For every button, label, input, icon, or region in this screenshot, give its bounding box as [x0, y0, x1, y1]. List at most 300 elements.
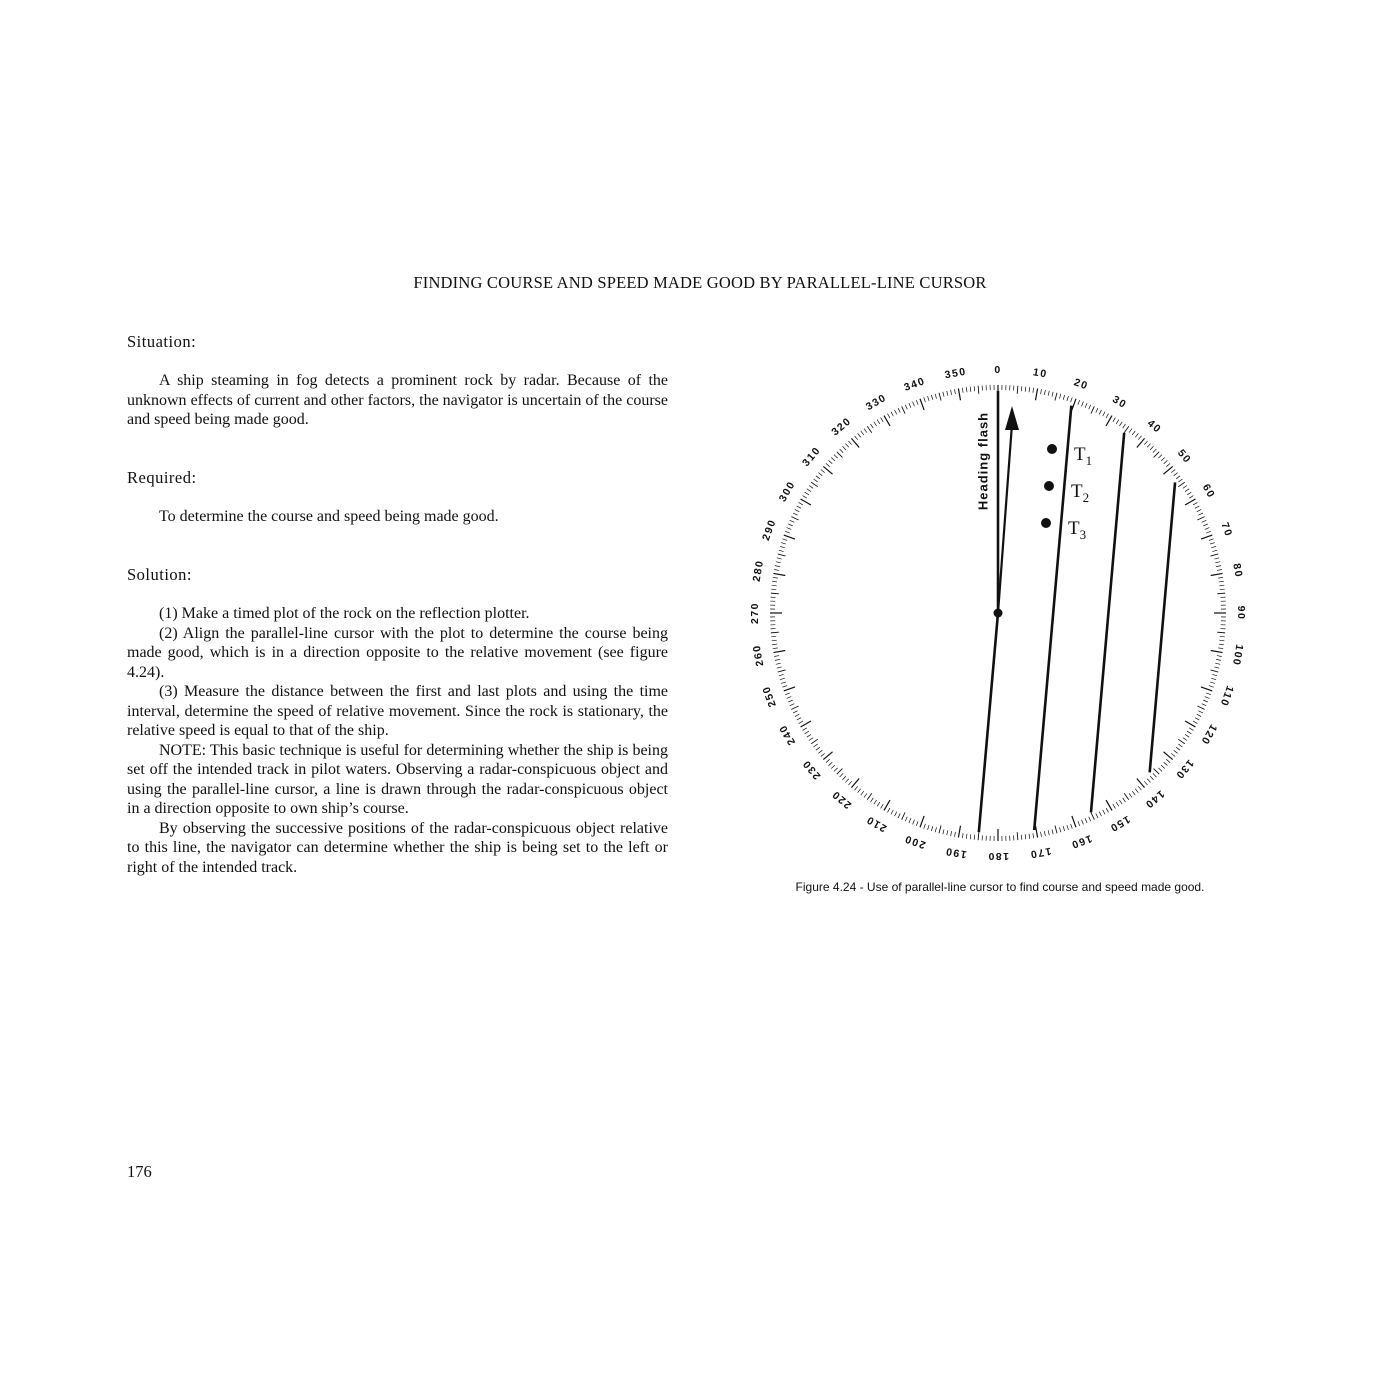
- bearing-tick: [1210, 682, 1215, 684]
- bearing-tick: [1209, 539, 1214, 541]
- bearing-tick: [939, 393, 941, 401]
- bearing-tick: [867, 793, 872, 800]
- bearing-tick: [775, 659, 780, 660]
- plot-dot: [1044, 481, 1054, 491]
- bearing-tick: [1220, 589, 1225, 590]
- solution-note: NOTE: This basic technique is useful for determining whether the ship is being set off the intended track in pilot waters. Observing a radar-conspicuous object and using the parallel-line cursor, a line is drawn through the radar-conspicuous object in a direction opposite to own ship’s course.: [127, 741, 668, 817]
- bearing-tick: [1052, 392, 1053, 397]
- bearing-label: 220: [829, 787, 854, 811]
- cursor-line: [1091, 433, 1124, 813]
- bearing-tick: [1185, 489, 1189, 492]
- bearing-tick: [1161, 765, 1165, 768]
- bearing-tick: [1211, 670, 1219, 672]
- bearing-tick: [773, 651, 785, 653]
- bearing-tick: [928, 396, 930, 401]
- bearing-tick: [772, 640, 777, 641]
- cursor-line: [979, 613, 998, 832]
- bearing-tick: [771, 632, 779, 633]
- bearing-tick: [970, 387, 971, 392]
- page-number: 176: [127, 1162, 152, 1181]
- bearing-tick: [1206, 531, 1211, 533]
- bearing-tick: [1048, 830, 1049, 835]
- bearing-tick: [1197, 509, 1201, 511]
- bearing-tick: [1119, 800, 1122, 804]
- page-title: FINDING COURSE AND SPEED MADE GOOD BY PARALLEL-LINE CURSOR: [413, 273, 987, 292]
- bearing-tick: [777, 558, 782, 559]
- bearing-tick: [1214, 667, 1219, 668]
- bearing-tick: [818, 750, 822, 753]
- bearing-tick: [1067, 825, 1069, 830]
- plot-label: $T_2$: [1071, 481, 1090, 505]
- bearing-label: 290: [760, 517, 779, 543]
- bearing-tick: [1218, 648, 1223, 649]
- bearing-label: 170: [1028, 844, 1053, 861]
- bearing-tick: [1144, 441, 1147, 445]
- parallel-line-cursor-figure: [740, 355, 1260, 875]
- bearing-tick: [1189, 728, 1193, 731]
- bearing-label: 130: [1172, 757, 1196, 782]
- bearing-tick: [954, 389, 955, 394]
- bearing-tick: [1116, 420, 1119, 424]
- bearing-tick: [829, 460, 833, 463]
- bearing-label: 120: [1197, 722, 1220, 748]
- bearing-tick: [970, 834, 971, 839]
- bearing-label: 60: [1199, 482, 1218, 501]
- bearing-tick: [1059, 394, 1060, 399]
- bearing-tick: [840, 773, 843, 777]
- bearing-label: 90: [1235, 605, 1248, 621]
- bearing-tick: [858, 433, 861, 437]
- bearing-tick: [898, 408, 900, 412]
- bearing-tick: [1085, 403, 1087, 408]
- bearing-tick: [797, 718, 801, 720]
- bearing-tick: [809, 738, 813, 741]
- bearing-tick: [1091, 406, 1094, 413]
- bearing-tick: [928, 825, 930, 830]
- bearing-tick: [966, 834, 967, 839]
- bearing-tick: [1174, 750, 1178, 753]
- cursor-line: [1034, 406, 1071, 830]
- bearing-tick: [1206, 693, 1211, 695]
- bearing-tick: [781, 682, 786, 684]
- bearing-tick: [1217, 656, 1222, 657]
- bearing-tick: [1187, 492, 1191, 495]
- bearing-label: 300: [776, 478, 799, 504]
- bearing-label: 10: [1031, 366, 1049, 381]
- bearing-tick: [943, 829, 944, 834]
- bearing-label: 320: [829, 415, 854, 439]
- bearing-tick: [1147, 779, 1150, 783]
- bearing-tick: [1219, 644, 1224, 645]
- bearing-tick: [978, 832, 979, 840]
- heading-flash-label: Heading flash: [975, 411, 991, 511]
- bearing-tick: [1163, 466, 1172, 474]
- bearing-tick: [807, 734, 811, 737]
- bearing-tick: [772, 644, 777, 645]
- bearing-tick: [1123, 424, 1126, 428]
- bearing-tick: [894, 812, 896, 816]
- bearing-tick: [799, 502, 803, 504]
- bearing-tick: [1164, 762, 1168, 765]
- solution-closing: By observing the successive positions of the radar-conspicuous object relative to this line, the navigator can determine whether the ship is being set to the left or right of the intended track.: [127, 819, 668, 876]
- bearing-tick: [1135, 789, 1138, 793]
- bearing-tick: [1033, 388, 1034, 393]
- bearing-label: 200: [902, 832, 928, 851]
- bearing-label: 310: [800, 444, 824, 469]
- bearing-tick: [1218, 577, 1223, 578]
- plot-label-subscript: 2: [1082, 490, 1090, 505]
- bearing-tick: [851, 438, 859, 447]
- bearing-tick: [1205, 697, 1210, 699]
- bearing-tick: [920, 399, 924, 410]
- bearing-tick: [954, 832, 955, 837]
- bearing-tick: [788, 524, 793, 526]
- solution-step-3: (3) Measure the distance between the first and last plots and using the time interval, determine the speed of relative movement. Since the rock is stationary, the relative speed is equal to that of the ship.: [127, 683, 668, 739]
- bearing-tick: [962, 833, 963, 838]
- bearing-label: 110: [1217, 684, 1236, 709]
- bearing-tick: [978, 386, 979, 394]
- bearing-tick: [1219, 585, 1224, 586]
- bearing-tick: [787, 697, 792, 699]
- bearing-tick: [1189, 496, 1193, 499]
- bearing-tick: [1211, 554, 1219, 556]
- bearing-label: 240: [776, 722, 799, 748]
- bearing-tick: [826, 759, 830, 762]
- bearing-tick: [1197, 706, 1204, 709]
- radar-dial: [740, 355, 1260, 875]
- bearing-tick: [935, 394, 936, 399]
- bearing-tick: [1099, 812, 1101, 816]
- situation-heading: Situation:: [127, 332, 197, 351]
- bearing-tick: [776, 562, 781, 563]
- bearing-tick: [1085, 818, 1087, 823]
- bearing-tick: [1219, 640, 1224, 641]
- bearing-tick: [1021, 835, 1022, 840]
- bearing-tick: [780, 678, 785, 679]
- bearing-tick: [777, 667, 782, 668]
- bearing-tick: [809, 486, 813, 489]
- bearing-tick: [1211, 678, 1216, 679]
- bearing-tick: [1072, 816, 1076, 827]
- bearing-tick: [1036, 388, 1038, 400]
- bearing-label: 340: [902, 375, 928, 394]
- bearing-tick: [788, 700, 793, 702]
- bearing-tick: [795, 714, 799, 716]
- bearing-tick: [840, 449, 843, 453]
- bearing-tick: [1219, 581, 1224, 582]
- bearing-label: 140: [1142, 787, 1167, 811]
- bearing-tick: [898, 813, 900, 817]
- bearing-tick: [772, 581, 777, 582]
- bearing-tick: [1089, 405, 1091, 410]
- bearing-tick: [1041, 389, 1042, 394]
- bearing-tick: [1029, 387, 1030, 392]
- bearing-tick: [782, 539, 787, 541]
- bearing-tick: [909, 403, 911, 408]
- bearing-tick: [831, 765, 835, 768]
- bearing-tick: [1153, 449, 1156, 453]
- bearing-tick: [779, 550, 784, 551]
- bearing-tick: [773, 573, 785, 575]
- bearing-label: 100: [1229, 643, 1246, 668]
- bearing-tick: [1103, 412, 1105, 416]
- plot-label: $T_1$: [1074, 444, 1093, 468]
- bearing-tick: [823, 752, 832, 760]
- bearing-tick: [1082, 820, 1084, 825]
- bearing-tick: [845, 779, 848, 783]
- bearing-label: 270: [748, 601, 761, 625]
- bearing-tick: [1176, 476, 1180, 479]
- bearing-tick: [784, 535, 795, 539]
- bearing-tick: [855, 436, 858, 440]
- bearing-label: 280: [750, 558, 767, 583]
- bearing-tick: [871, 424, 874, 428]
- bearing-tick: [1089, 817, 1091, 822]
- bearing-tick: [1215, 663, 1220, 664]
- bearing-tick: [1178, 739, 1185, 744]
- bearing-tick: [776, 663, 781, 664]
- bearing-tick: [877, 802, 880, 806]
- bearing-tick: [1211, 546, 1216, 547]
- bearing-tick: [1144, 781, 1147, 785]
- bearing-label: 80: [1230, 562, 1245, 580]
- bearing-tick: [1150, 776, 1153, 780]
- bearing-tick: [1187, 731, 1191, 734]
- bearing-tick: [780, 546, 785, 547]
- bearing-tick: [1163, 752, 1172, 760]
- bearing-tick: [845, 444, 848, 448]
- plot-label-subscript: 3: [1079, 527, 1087, 542]
- bearing-tick: [807, 489, 811, 492]
- solution-heading: Solution:: [127, 565, 193, 584]
- bearing-tick: [864, 793, 867, 797]
- bearing-tick: [843, 446, 846, 450]
- bearing-label: 70: [1218, 520, 1235, 539]
- bearing-tick: [848, 441, 851, 445]
- bearing-tick: [931, 826, 932, 831]
- bearing-tick: [782, 686, 787, 688]
- bearing-tick: [848, 781, 851, 785]
- bearing-tick: [773, 577, 778, 578]
- bearing-tick: [867, 426, 872, 433]
- bearing-tick: [1198, 711, 1202, 713]
- bearing-tick: [1096, 408, 1098, 412]
- bearing-tick: [1099, 410, 1101, 414]
- bearing-tick: [947, 391, 948, 396]
- bearing-tick: [1147, 444, 1150, 448]
- bearing-tick: [793, 711, 797, 713]
- bearing-label: 260: [750, 643, 767, 668]
- bearing-tick: [920, 816, 924, 827]
- bearing-tick: [1217, 569, 1222, 570]
- bearing-tick: [1044, 390, 1045, 395]
- bearing-tick: [947, 830, 948, 835]
- bearing-tick: [1203, 524, 1208, 526]
- bearing-tick: [974, 386, 975, 391]
- bearing-tick: [1071, 397, 1073, 402]
- bearing-tick: [816, 476, 820, 479]
- bearing-tick: [1059, 827, 1060, 832]
- bearing-tick: [974, 835, 975, 840]
- bearing-tick: [1091, 812, 1094, 819]
- bearing-tick: [909, 818, 911, 823]
- bearing-tick: [1211, 573, 1223, 575]
- bearing-tick: [834, 455, 838, 458]
- bearing-tick: [1124, 793, 1129, 800]
- bearing-tick: [1132, 431, 1135, 435]
- bearing-tick: [891, 412, 893, 416]
- bearing-tick: [1106, 808, 1108, 812]
- bearing-tick: [1183, 738, 1187, 741]
- bearing-tick: [774, 656, 779, 657]
- bearing-label: 50: [1174, 447, 1194, 467]
- bearing-tick: [1154, 452, 1160, 458]
- bearing-tick: [1217, 632, 1225, 633]
- bearing-tick: [773, 648, 778, 649]
- bearing-tick: [1166, 463, 1170, 466]
- plot-dot: [1047, 444, 1057, 454]
- bearing-tick: [1067, 396, 1069, 401]
- bearing-tick: [1158, 455, 1162, 458]
- bearing-tick: [861, 791, 864, 795]
- solution-step-2: (2) Align the parallel-line cursor with the plot to determine the course being made good, which is in a direction opposite to the relative movement (see figure 4.24).: [127, 624, 668, 681]
- plot-label-subscript: 1: [1085, 453, 1093, 468]
- bearing-tick: [1217, 593, 1225, 594]
- bearing-tick: [1176, 747, 1180, 750]
- bearing-tick: [1153, 773, 1156, 777]
- bearing-tick: [1052, 829, 1053, 834]
- bearing-tick: [891, 810, 893, 814]
- bearing-tick: [1202, 704, 1207, 706]
- bearing-tick: [779, 674, 784, 675]
- bearing-tick: [1137, 778, 1145, 787]
- bearing-tick: [1072, 399, 1076, 410]
- bearing-tick: [874, 422, 877, 426]
- bearing-tick: [871, 798, 874, 802]
- bearing-tick: [1124, 426, 1129, 433]
- bearing-tick: [821, 753, 825, 756]
- bearing-label: 160: [1068, 832, 1094, 851]
- bearing-tick: [1116, 802, 1119, 806]
- bearing-tick: [894, 410, 896, 414]
- bearing-tick: [1017, 832, 1018, 840]
- bearing-tick: [1063, 826, 1064, 831]
- bearing-label: 150: [1107, 812, 1133, 835]
- bearing-tick: [1210, 543, 1215, 545]
- bearing-tick: [1138, 436, 1141, 440]
- bearing-tick: [1082, 402, 1084, 407]
- cursor-line: [1150, 482, 1175, 772]
- bearing-tick: [924, 397, 926, 402]
- bearing-tick: [1033, 833, 1034, 838]
- bearing-tick: [775, 566, 780, 567]
- bearing-tick: [943, 392, 944, 397]
- plot-dot: [1041, 518, 1051, 528]
- bearing-tick: [1135, 433, 1138, 437]
- bearing-tick: [1036, 826, 1038, 838]
- bearing-tick: [843, 776, 846, 780]
- bearing-tick: [1103, 810, 1105, 814]
- bearing-tick: [916, 400, 918, 405]
- bearing-tick: [787, 528, 792, 530]
- bearing-tick: [966, 387, 967, 392]
- bearing-tick: [924, 824, 926, 829]
- bearing-tick: [1178, 479, 1182, 482]
- bearing-tick: [1201, 687, 1212, 691]
- bearing-tick: [829, 762, 833, 765]
- bearing-tick: [1137, 438, 1145, 447]
- bearing-tick: [1119, 422, 1122, 426]
- bearing-tick: [1216, 659, 1221, 660]
- bearing-tick: [874, 800, 877, 804]
- bearing-tick: [1025, 834, 1026, 839]
- course-arrow-icon: [1005, 406, 1019, 430]
- bearing-tick: [939, 826, 941, 834]
- bearing-tick: [826, 463, 830, 466]
- bearing-tick: [1198, 513, 1202, 515]
- bearing-label: 190: [943, 844, 968, 861]
- bearing-tick: [931, 395, 932, 400]
- bearing-tick: [1203, 700, 1208, 702]
- bearing-tick: [1212, 674, 1217, 675]
- bearing-tick: [1154, 769, 1160, 775]
- bearing-tick: [881, 418, 884, 422]
- bearing-tick: [771, 593, 779, 594]
- bearing-tick: [1171, 470, 1175, 473]
- bearing-tick: [818, 473, 822, 476]
- bearing-tick: [877, 420, 880, 424]
- figure-caption: Figure 4.24 - Use of parallel-line cursor to find course and speed made good.: [795, 880, 1205, 894]
- bearing-tick: [1048, 391, 1049, 396]
- bearing-tick: [811, 739, 818, 744]
- bearing-tick: [858, 789, 861, 793]
- bearing-tick: [1174, 473, 1178, 476]
- bearing-label: 250: [760, 683, 779, 709]
- bearing-tick: [1129, 793, 1132, 797]
- bearing-tick: [1071, 824, 1073, 829]
- bearing-tick: [1078, 821, 1080, 826]
- bearing-tick: [778, 554, 786, 556]
- bearing-label: 210: [863, 812, 889, 835]
- bearing-tick: [1055, 826, 1057, 834]
- bearing-tick: [1211, 651, 1223, 653]
- bearing-label: 30: [1110, 393, 1129, 412]
- bearing-tick: [902, 406, 905, 413]
- bearing-tick: [803, 496, 807, 499]
- bearing-tick: [1195, 506, 1199, 508]
- bearing-tick: [834, 768, 838, 771]
- bearing-tick: [1197, 714, 1201, 716]
- bearing-tick: [803, 728, 807, 731]
- bearing-tick: [811, 482, 818, 487]
- bearing-tick: [913, 402, 915, 407]
- bearing-tick: [799, 721, 803, 723]
- bearing-tick: [1021, 386, 1022, 391]
- bearing-tick: [1158, 768, 1162, 771]
- bearing-tick: [795, 509, 799, 511]
- bearing-tick: [1201, 535, 1212, 539]
- bearing-tick: [791, 706, 798, 709]
- bearing-tick: [1205, 528, 1210, 530]
- bearing-label: 350: [943, 365, 968, 382]
- bearing-label: 40: [1144, 417, 1164, 437]
- bearing-tick: [1193, 721, 1197, 723]
- bearing-tick: [887, 808, 889, 812]
- bearing-tick: [1178, 482, 1185, 487]
- bearing-tick: [1212, 550, 1217, 551]
- bearing-tick: [1129, 429, 1132, 433]
- bearing-tick: [887, 414, 889, 418]
